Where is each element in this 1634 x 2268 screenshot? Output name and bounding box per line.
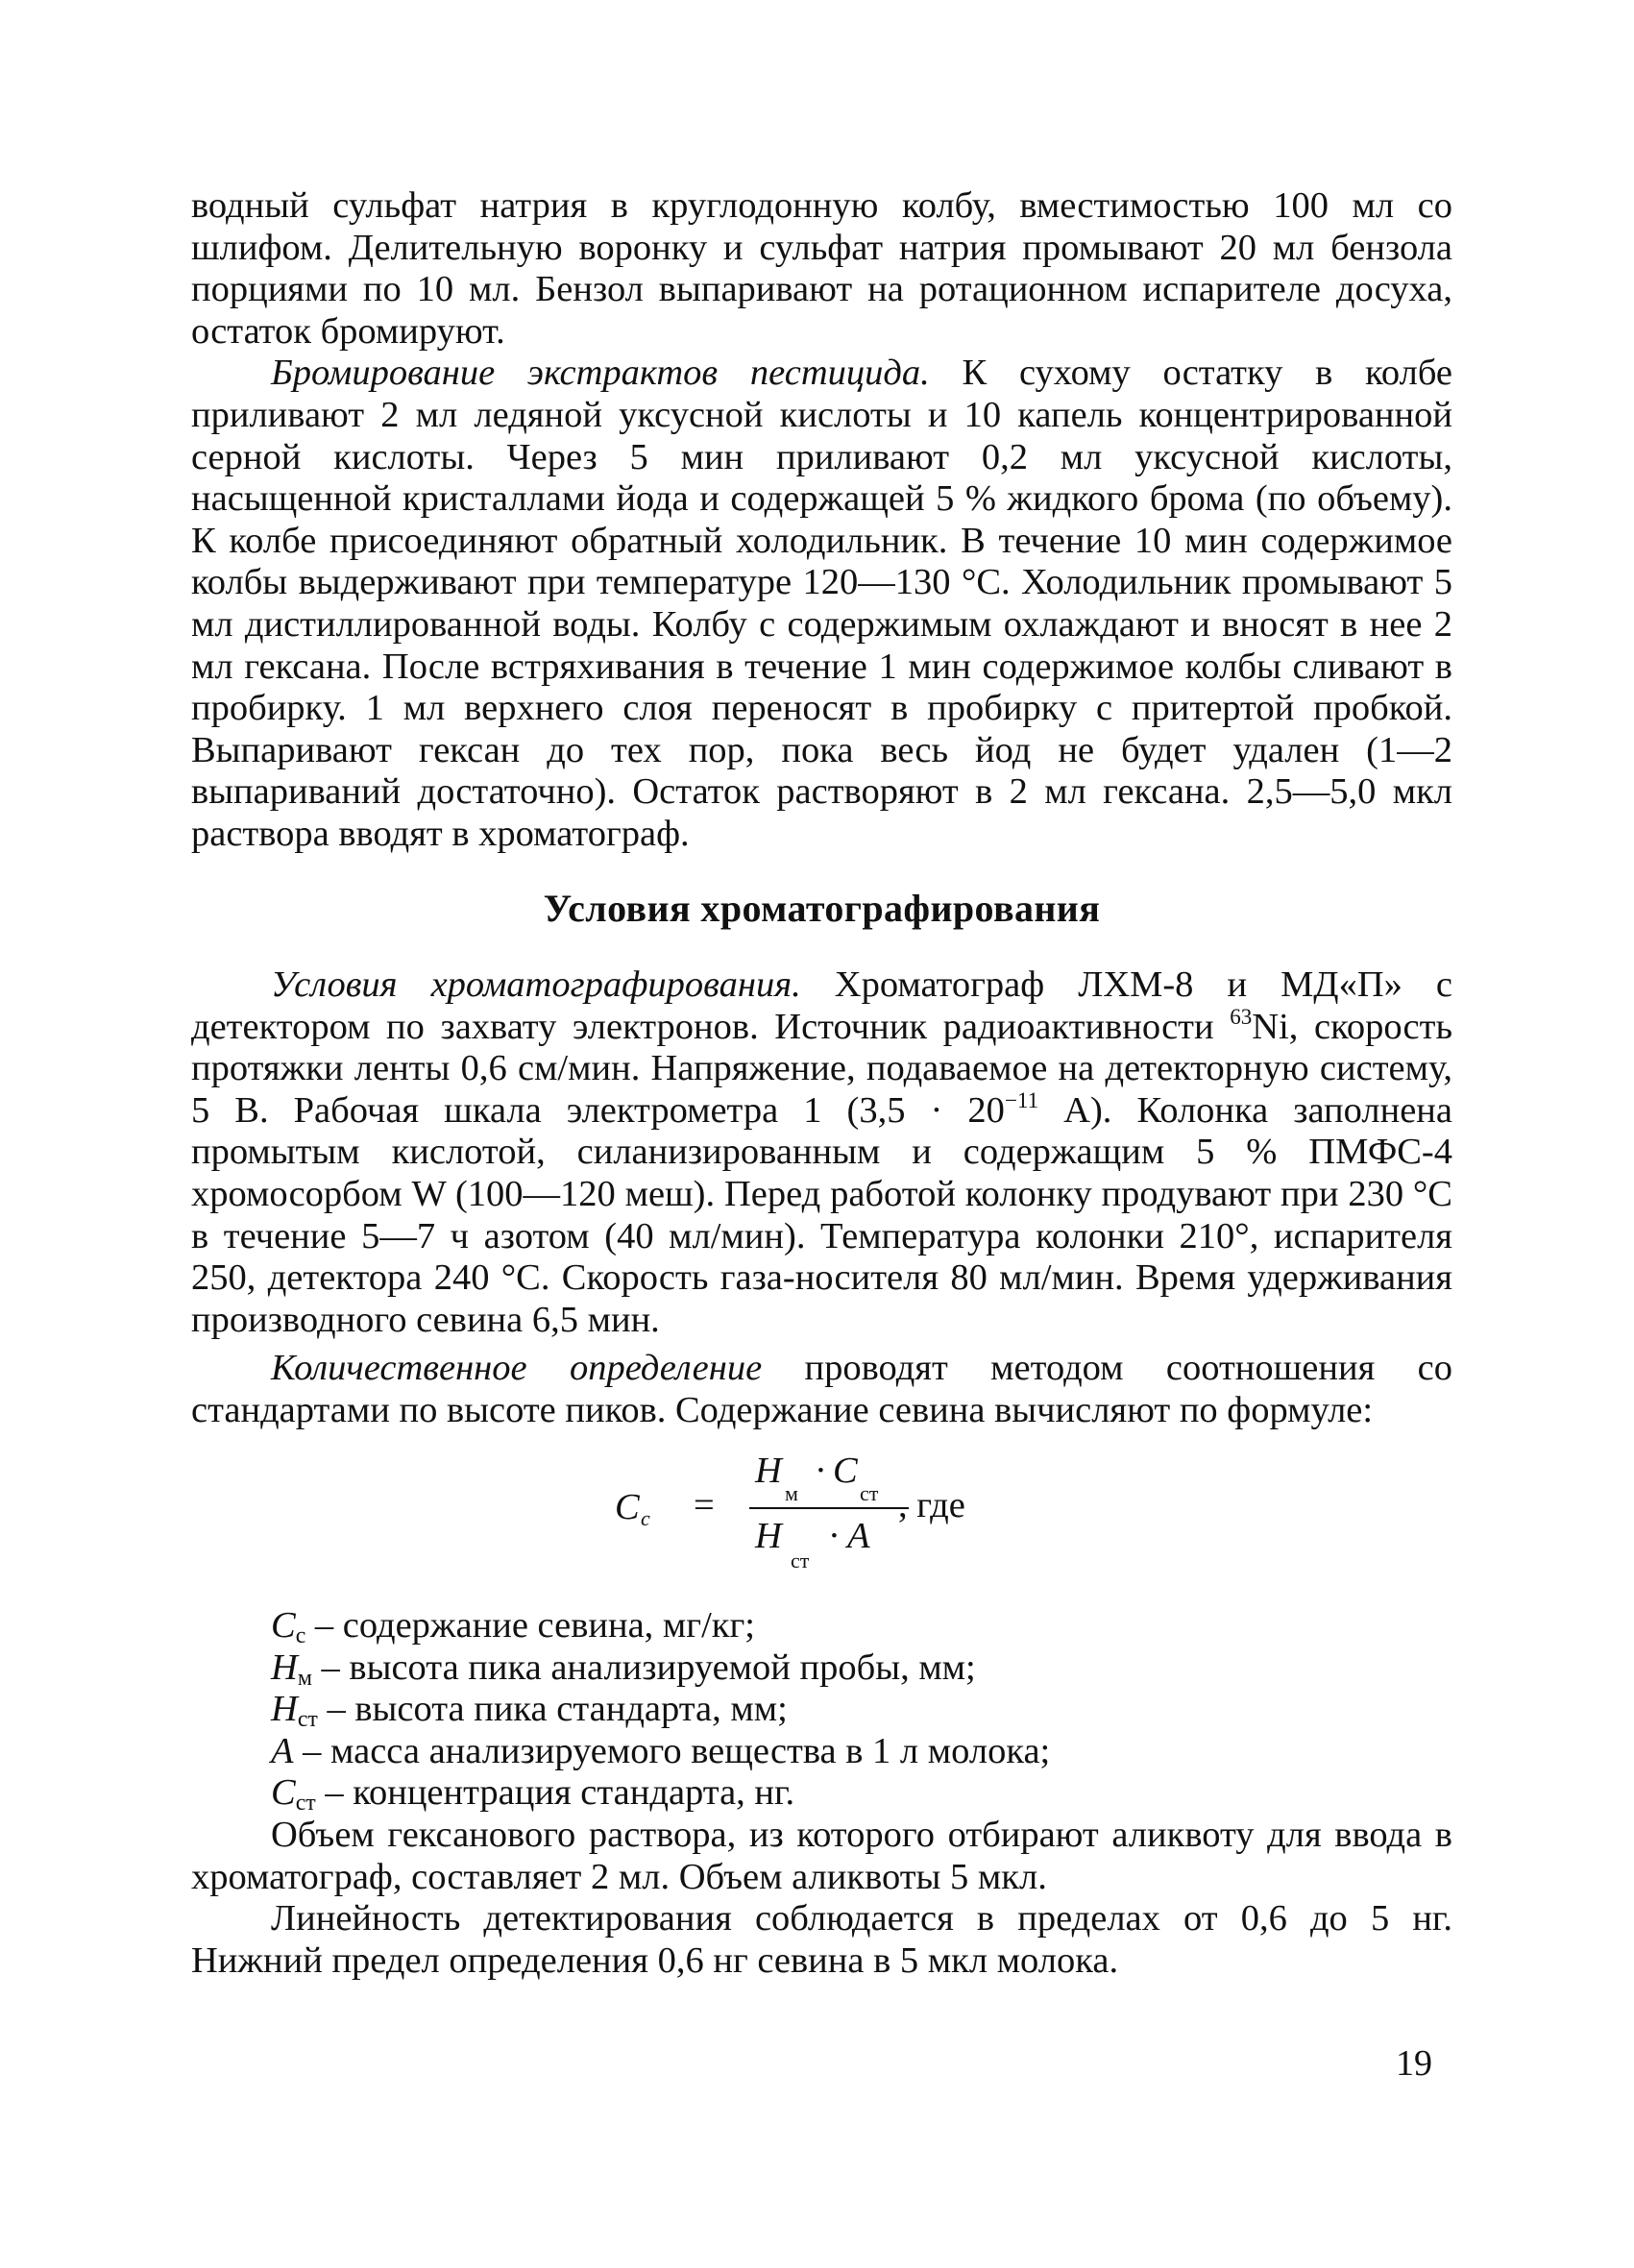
formula-den-h-sub: ст	[791, 1549, 810, 1573]
formula-num-c-sub: ст	[860, 1481, 879, 1505]
formula-num-c: C	[833, 1451, 858, 1491]
paragraph-bromination	[191, 353, 1452, 855]
definition-symbol: H	[271, 1689, 298, 1730]
quantitative-text: проводят методом соотношения со стандартами по высоте пиков. Содержание севина вычисляют по формуле:	[191, 1348, 1452, 1430]
formula-den-a: A	[847, 1516, 870, 1556]
paragraph-linearity: Линейность детектирования соблюдается в пределах от 0,6 до 5 нг. Нижний предел определения 0,6 нг севина в 5 мкл молока.	[191, 1898, 1452, 1981]
definition-item	[271, 1772, 1452, 1815]
bromination-text: К сухому остатку в колбе приливают 2 мл ледяной уксусной кислоты и 10 капель концентрированной серной кислоты. Через 5 мин приливают 0,2 мл уксусной кислоты, насыщенной кристаллами йода и содержащей 5 % жидкого брома (по объему). К колбе присоединяют обратный холодильник. В течение 10 мин содержимое колбы выдерживают при температуре 120—130 °С. Холодильник промывают 5 мл дистиллированной воды. Колбу с содержимым охлаждают и вносят в нее 2 мл гексана. После встряхивания в течение 1 мин содержимое колбы сливают в пробирку. 1 мл верхнего слоя переносят в пробирку с притертой пробкой. Выпаривают гексан до тех пор, пока весь йод не будет удален (1—2 выпариваний достаточно). Остаток растворяют в 2 мл гексана. 2,5—5,0 мкл раствора вводят в хроматограф.	[191, 353, 1452, 854]
definition-text: – высота пика стандарта, мм;	[317, 1689, 788, 1730]
formula-lhs: C	[615, 1487, 640, 1527]
definition-item	[271, 1605, 1452, 1647]
section-heading: Условия хроматографирования	[543, 887, 1101, 930]
definition-symbol: C	[271, 1605, 296, 1646]
body-text-quantitative	[191, 1348, 1452, 1431]
definition-symbol: H	[271, 1646, 298, 1688]
definition-symbol: C	[271, 1772, 296, 1814]
body-text-top	[191, 185, 1452, 856]
paragraph-hexane-volume: Объем гексанового раствора, из которого отбирают аликвоту для ввода в хроматограф, составляет 2 мл. Объем аликвоты 5 мкл.	[191, 1815, 1452, 1897]
formula-where: , где	[898, 1485, 965, 1525]
definition-text: – содержание севина, мг/кг;	[305, 1605, 755, 1646]
paragraph-sodium-sulfate: водный сульфат натрия в круглодонную колбу, вместимостью 100 мл со шлифом. Делительную воронку и сульфат натрия промывают 20 мл бензола порциями по 10 мл. Бензол выпаривают на ротационном испарителе досуха, остаток бромируют.	[191, 185, 1452, 352]
definition-text: – концентрация стандарта, нг.	[315, 1772, 795, 1814]
definition-text: – высота пика анализируемой пробы, мм;	[311, 1646, 976, 1688]
conditions-text-c: А). Колонка заполнена промытым кислотой, силанизированным и содержащим 5 % ПМФС-4 хромосорбом W (100—120 меш). Перед работой колонку продувают при 230 °С в течение 5—7 ч азотом (40 мл/мин). Температура колонки 210°, испарителя 250, детектора 240 °С. Скорость газа-носителя 80 мл/мин. Время удерживания производного севина 6,5 мин.	[191, 1089, 1453, 1340]
isotope-mass-number: 63	[1230, 1003, 1253, 1029]
conditions-text-b: Ni, скорость протяжки ленты 0,6 см/мин. Напряжение, подаваемое на детекторную систему, 5 В. Рабочая шкала электрометра 1 (3,5 · 20	[191, 1006, 1452, 1131]
formula-num-h: H	[755, 1451, 782, 1491]
paragraph-chromatography-conditions	[191, 964, 1452, 1341]
definition-item	[271, 1689, 1452, 1731]
sevin-formula	[605, 1444, 1009, 1588]
definition-item	[271, 1647, 1452, 1690]
definition-text: – масса анализируемого вещества в 1 л молока;	[293, 1730, 1051, 1771]
formula-num-h-sub: м	[785, 1481, 798, 1505]
definition-subscript: с	[295, 1622, 306, 1648]
definition-subscript: ст	[295, 1791, 316, 1817]
page-number: 19	[1396, 2043, 1432, 2084]
bromination-subheading: Бромирование экстрактов пестицида.	[271, 353, 930, 394]
formula-den-dot: ·	[828, 1516, 841, 1556]
quantitative-subheading: Количественное определение	[271, 1348, 763, 1388]
paragraph-quantitative	[191, 1348, 1452, 1431]
definition-subscript: м	[297, 1665, 312, 1691]
formula-equals: =	[694, 1485, 715, 1525]
definition-item	[271, 1731, 1452, 1773]
body-text-bottom	[191, 1815, 1452, 1982]
definition-symbol: A	[271, 1730, 294, 1771]
conditions-subheading: Условия хроматографирования.	[271, 964, 801, 1005]
formula-lhs-sub: c	[641, 1506, 650, 1530]
body-text-conditions	[191, 964, 1452, 1341]
variable-definitions	[271, 1605, 1452, 1815]
definition-subscript: ст	[297, 1707, 318, 1733]
exponent: −11	[1004, 1086, 1039, 1112]
formula-num-dot: ·	[815, 1451, 827, 1491]
formula-den-h: H	[755, 1516, 782, 1556]
conditions-text-a: Хроматограф ЛХМ-8 и МД«П» с детектором по захвату электронов. Источник радиоактивности	[191, 964, 1452, 1047]
fraction-bar	[749, 1507, 909, 1509]
